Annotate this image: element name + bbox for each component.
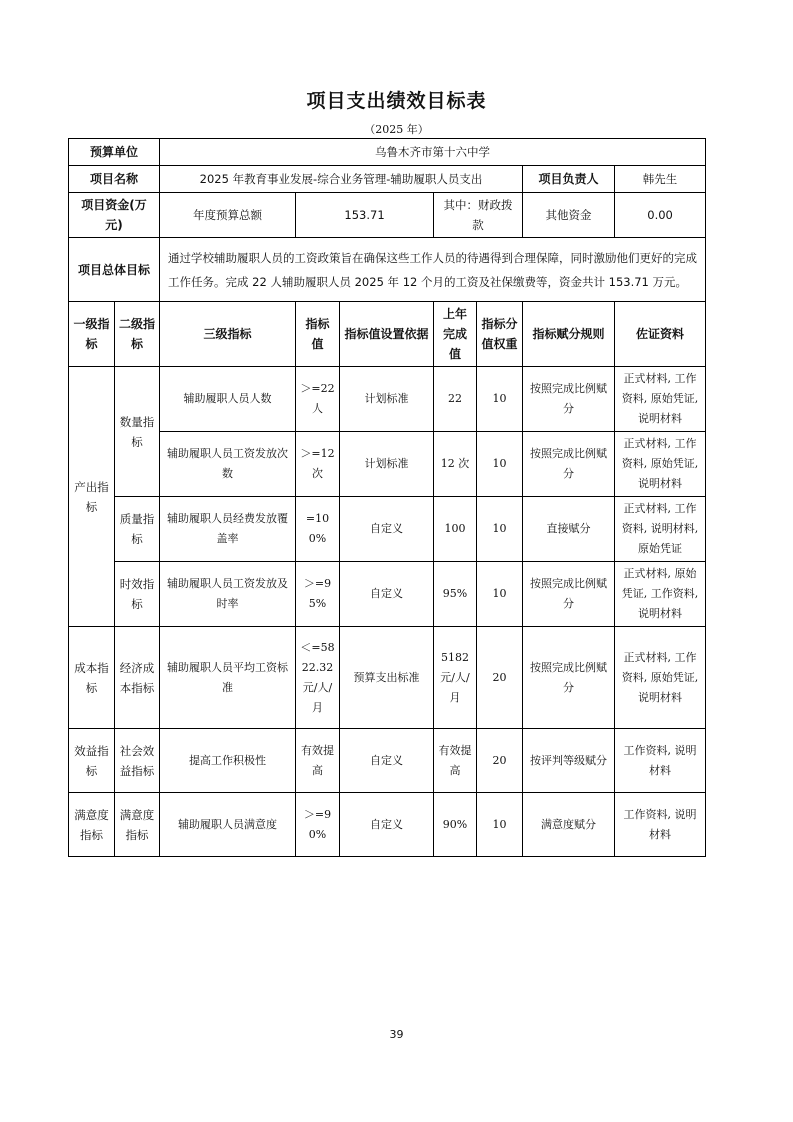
value-cell: 有效提高: [296, 729, 340, 793]
indicator-cell: 辅助履职人员人数: [160, 367, 296, 432]
weight-cell: 10: [477, 367, 523, 432]
group-social-benefit: 社会效益指标: [115, 729, 160, 793]
other-funds-label: 其他资金: [523, 193, 615, 238]
last-year-cell: 有效提高: [434, 729, 477, 793]
other-funds-value: 0.00: [615, 193, 706, 238]
annual-total-value: 153.71: [296, 193, 434, 238]
rule-cell: 按评判等级赋分: [523, 729, 615, 793]
basis-cell: 预算支出标准: [340, 627, 434, 729]
basis-cell: 自定义: [340, 562, 434, 627]
col-header-rule: 指标赋分规则: [523, 302, 615, 367]
rule-cell: 按照完成比例赋分: [523, 627, 615, 729]
fiscal-allocation-label: 其中：财政拨款: [434, 193, 523, 238]
last-year-cell: 100: [434, 497, 477, 562]
rule-cell: 按照完成比例赋分: [523, 367, 615, 432]
project-funds-label: 项目资金(万元): [69, 193, 160, 238]
budget-unit-value: 乌鲁木齐市第十六中学: [160, 139, 706, 166]
group-timeliness: 时效指标: [115, 562, 160, 627]
evidence-cell: 正式材料, 工作资料, 原始凭证, 说明材料: [615, 627, 706, 729]
basis-cell: 自定义: [340, 793, 434, 857]
rule-cell: 按照完成比例赋分: [523, 432, 615, 497]
indicator-cell: 辅助履职人员工资发放次数: [160, 432, 296, 497]
weight-cell: 20: [477, 627, 523, 729]
col-header-value: 指标值: [296, 302, 340, 367]
last-year-cell: 22: [434, 367, 477, 432]
col-header-level2: 二级指标: [115, 302, 160, 367]
basis-cell: 计划标准: [340, 367, 434, 432]
weight-cell: 10: [477, 432, 523, 497]
table-row: [69, 562, 706, 627]
group-satisfaction-sub: 满意度指标: [115, 793, 160, 857]
indicator-cell: 辅助履职人员平均工资标准: [160, 627, 296, 729]
col-header-level3: 三级指标: [160, 302, 296, 367]
project-owner-value: 韩先生: [615, 166, 706, 193]
rule-cell: 按照完成比例赋分: [523, 562, 615, 627]
group-benefit: 效益指标: [69, 729, 115, 793]
col-header-weight: 指标分值权重: [477, 302, 523, 367]
weight-cell: 10: [477, 562, 523, 627]
evidence-cell: 正式材料, 原始凭证, 工作资料, 说明材料: [615, 562, 706, 627]
basis-cell: 计划标准: [340, 432, 434, 497]
group-quality: 质量指标: [115, 497, 160, 562]
value-cell: ＞=12 次: [296, 432, 340, 497]
weight-cell: 10: [477, 793, 523, 857]
group-economic-cost: 经济成本指标: [115, 627, 160, 729]
value-cell: ＜=5822.32 元/人/月: [296, 627, 340, 729]
table-row: [69, 367, 706, 432]
evidence-cell: 正式材料, 工作资料, 原始凭证, 说明材料: [615, 367, 706, 432]
table-row: [69, 627, 706, 729]
indicator-cell: 提高工作积极性: [160, 729, 296, 793]
indicator-cell: 辅助履职人员满意度: [160, 793, 296, 857]
basis-cell: 自定义: [340, 729, 434, 793]
rule-cell: 满意度赋分: [523, 793, 615, 857]
page-title: 项目支出绩效目标表: [306, 90, 487, 112]
table-row: [69, 793, 706, 857]
value-cell: =100%: [296, 497, 340, 562]
evidence-cell: 正式材料, 工作资料, 说明材料, 原始凭证: [615, 497, 706, 562]
group-cost: 成本指标: [69, 627, 115, 729]
indicator-cell: 辅助履职人员经费发放覆盖率: [160, 497, 296, 562]
year-subtitle: （2025 年）: [364, 123, 429, 136]
evidence-cell: 工作资料, 说明材料: [615, 729, 706, 793]
col-header-last-year: 上年完成值: [434, 302, 477, 367]
group-satisfaction: 满意度指标: [69, 793, 115, 857]
group-quantity: 数量指标: [115, 367, 160, 497]
value-cell: ＞=90%: [296, 793, 340, 857]
value-cell: ＞=95%: [296, 562, 340, 627]
project-goal-text: 通过学校辅助履职人员的工资政策旨在确保这些工作人员的待遇得到合理保障，同时激励他们更好的完成工作任务。完成 22 人辅助履职人员 2025 年 12 个月的工资及社保缴费等，资金共计 153.71 万元。: [160, 238, 706, 302]
rule-cell: 直接赋分: [523, 497, 615, 562]
last-year-cell: 90%: [434, 793, 477, 857]
project-name-label: 项目名称: [69, 166, 160, 193]
project-goal-label: 项目总体目标: [69, 238, 160, 302]
indicator-cell: 辅助履职人员工资发放及时率: [160, 562, 296, 627]
last-year-cell: 5182 元/人/月: [434, 627, 477, 729]
value-cell: ＞=22 人: [296, 367, 340, 432]
evidence-cell: 工作资料, 说明材料: [615, 793, 706, 857]
project-owner-label: 项目负责人: [523, 166, 615, 193]
weight-cell: 20: [477, 729, 523, 793]
budget-unit-label: 预算单位: [69, 139, 160, 166]
performance-target-table: [68, 138, 706, 857]
evidence-cell: 正式材料, 工作资料, 原始凭证, 说明材料: [615, 432, 706, 497]
table-row: [69, 729, 706, 793]
col-header-level1: 一级指标: [69, 302, 115, 367]
last-year-cell: 95%: [434, 562, 477, 627]
col-header-basis: 指标值设置依据: [340, 302, 434, 367]
annual-total-label: 年度预算总额: [160, 193, 296, 238]
group-output: 产出指标: [69, 367, 115, 627]
basis-cell: 自定义: [340, 497, 434, 562]
col-header-evidence: 佐证资料: [615, 302, 706, 367]
last-year-cell: 12 次: [434, 432, 477, 497]
page-number: 39: [389, 1028, 404, 1041]
table-row: [69, 497, 706, 562]
table-row: [69, 432, 706, 497]
project-name-value: 2025 年教育事业发展-综合业务管理-辅助履职人员支出: [160, 166, 523, 193]
weight-cell: 10: [477, 497, 523, 562]
